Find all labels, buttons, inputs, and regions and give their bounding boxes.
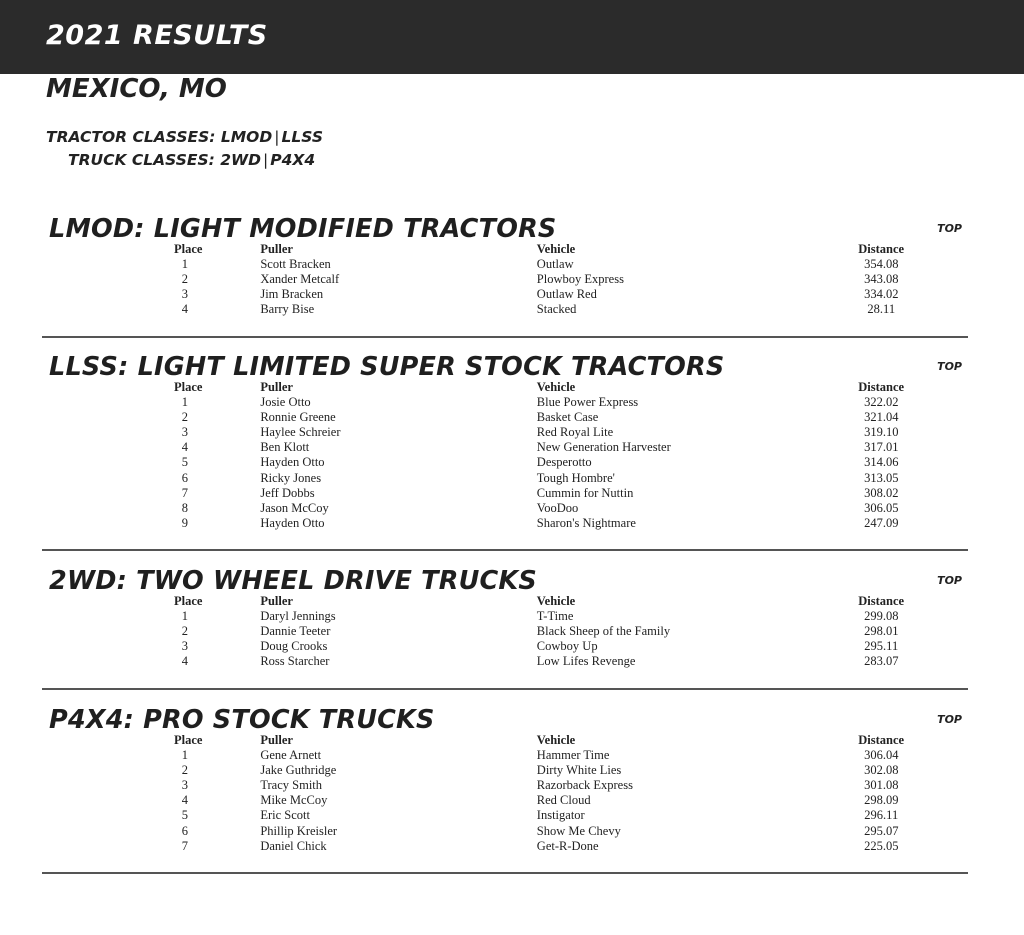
puller-cell: Josie Otto: [260, 395, 311, 410]
place-cell: [42, 272, 260, 287]
distance-value: 301.08: [864, 778, 899, 793]
results-table: [42, 380, 968, 531]
place-cell: [42, 824, 260, 839]
distance-cell: [858, 839, 968, 854]
puller-cell: Xander Metcalf: [260, 272, 340, 287]
distance-cell: [858, 654, 968, 669]
vehicle-cell: Cummin for Nuttin: [536, 485, 634, 500]
place-cell: [42, 257, 260, 272]
vehicle-cell: Get-R-Done: [536, 838, 599, 853]
place-cell: [42, 501, 260, 516]
place-value: 3: [181, 639, 188, 654]
place-value: 7: [181, 838, 188, 853]
table-row: [42, 624, 968, 639]
place-cell: [42, 287, 260, 302]
distance-cell: [858, 793, 968, 808]
class-separator: |: [263, 151, 269, 169]
place-cell: [42, 471, 260, 486]
table-row: [42, 302, 968, 317]
place-value: 8: [181, 500, 188, 515]
table-row: [42, 272, 968, 287]
vehicle-cell: VooDoo: [536, 500, 579, 515]
place-cell: [42, 395, 260, 410]
puller-cell: Daryl Jennings: [260, 609, 336, 624]
vehicle-cell: Red Cloud: [536, 793, 591, 808]
tractor-classes-line: [46, 128, 323, 146]
vehicle-cell: Red Royal Lite: [536, 425, 614, 440]
section-title: LMOD: LIGHT MODIFIED TRACTORS: [49, 214, 557, 244]
distance-cell: [858, 410, 968, 425]
table-row: [42, 425, 968, 440]
distance-value: 319.10: [864, 425, 899, 440]
place-cell: [42, 455, 260, 470]
puller-cell: Tracy Smith: [260, 778, 323, 793]
distance-cell: [858, 778, 968, 793]
distance-value: 295.11: [864, 639, 899, 654]
place-value: 9: [181, 515, 188, 530]
place-cell: [42, 486, 260, 501]
puller-cell: Mike McCoy: [260, 793, 328, 808]
distance-cell: [858, 824, 968, 839]
place-value: 3: [181, 287, 188, 302]
puller-cell: Ross Starcher: [260, 654, 330, 669]
table-row: [42, 778, 968, 793]
place-cell: [42, 516, 260, 531]
place-value: 1: [181, 257, 188, 272]
vehicle-cell: Cowboy Up: [536, 639, 598, 654]
vehicle-cell: Outlaw: [536, 257, 574, 272]
distance-value: 314.06: [864, 455, 899, 470]
place-value: 5: [181, 455, 188, 470]
table-row: [42, 257, 968, 272]
table-row: [42, 793, 968, 808]
table-row: [42, 824, 968, 839]
puller-cell: Haylee Schreier: [260, 425, 341, 440]
vehicle-cell: Basket Case: [536, 410, 599, 425]
place-value: 6: [181, 823, 188, 838]
distance-value: 296.11: [864, 808, 899, 823]
table-row: [42, 486, 968, 501]
table-row: [42, 501, 968, 516]
section-title: 2WD: TWO WHEEL DRIVE TRUCKS: [49, 566, 537, 596]
place-value: 2: [181, 624, 188, 639]
puller-cell: Jake Guthridge: [260, 763, 337, 778]
puller-cell: Hayden Otto: [260, 515, 325, 530]
place-value: 4: [181, 793, 188, 808]
section-divider: [42, 688, 968, 690]
place-value: 4: [181, 302, 188, 317]
results-table: [42, 594, 968, 669]
vehicle-cell: Tough Hombre': [536, 470, 615, 485]
puller-column-header: Puller: [260, 380, 293, 394]
place-cell: [42, 440, 260, 455]
distance-cell: [858, 455, 968, 470]
vehicle-cell: Black Sheep of the Family: [536, 624, 671, 639]
vehicle-column-header: Vehicle: [536, 380, 576, 394]
distance-value: 295.07: [864, 823, 899, 838]
distance-value: 317.01: [864, 440, 899, 455]
place-cell: [42, 639, 260, 654]
event-location: MEXICO, MO: [46, 74, 227, 104]
place-cell: [42, 654, 260, 669]
vehicle-cell: Blue Power Express: [536, 395, 639, 410]
distance-column-header: Distance: [858, 380, 905, 394]
place-value: 1: [181, 748, 188, 763]
table-row: [42, 654, 968, 669]
distance-cell: [858, 257, 968, 272]
distance-cell: [858, 763, 968, 778]
place-cell: [42, 839, 260, 854]
puller-cell: Ben Klott: [260, 440, 310, 455]
place-value: 4: [181, 654, 188, 669]
table-header-row: [42, 594, 968, 609]
results-table: [42, 733, 968, 854]
vehicle-cell: Plowboy Express: [536, 272, 624, 287]
place-cell: [42, 410, 260, 425]
distance-cell: [858, 609, 968, 624]
vehicle-cell: Sharon's Nightmare: [536, 515, 636, 530]
distance-cell: [858, 808, 968, 823]
table-header-row: [42, 242, 968, 257]
distance-value: 225.05: [864, 838, 899, 853]
distance-value: 313.05: [864, 470, 899, 485]
vehicle-cell: Show Me Chevy: [536, 823, 621, 838]
distance-cell: [858, 624, 968, 639]
distance-column-header: Distance: [858, 594, 905, 608]
vehicle-cell: New Generation Harvester: [536, 440, 671, 455]
distance-value: 306.05: [864, 500, 899, 515]
puller-cell: Dannie Teeter: [260, 624, 331, 639]
place-value: 1: [181, 609, 188, 624]
place-value: 3: [181, 778, 188, 793]
distance-value: 298.01: [864, 624, 899, 639]
table-row: [42, 808, 968, 823]
place-cell: [42, 302, 260, 317]
place-column-header: Place: [174, 380, 203, 394]
vehicle-column-header: Vehicle: [536, 594, 576, 608]
section-title: P4X4: PRO STOCK TRUCKS: [49, 705, 435, 735]
table-row: [42, 455, 968, 470]
distance-value: 343.08: [864, 272, 899, 287]
truck-classes-label: TRUCK CLASSES:: [68, 151, 215, 169]
distance-value: 299.08: [864, 609, 899, 624]
puller-cell: Gene Arnett: [260, 748, 322, 763]
place-cell: [42, 763, 260, 778]
vehicle-cell: Desperotto: [536, 455, 592, 470]
header-bar: [0, 0, 1024, 74]
table-row: [42, 471, 968, 486]
distance-cell: [858, 395, 968, 410]
place-value: 1: [181, 395, 188, 410]
vehicle-cell: Razorback Express: [536, 778, 633, 793]
table-row: [42, 410, 968, 425]
distance-cell: [858, 748, 968, 763]
distance-value: 247.09: [864, 515, 899, 530]
vehicle-cell: T-Time: [536, 609, 574, 624]
top-link[interactable]: TOP: [937, 574, 962, 587]
place-column-header: Place: [174, 733, 203, 747]
distance-value: 308.02: [864, 485, 899, 500]
place-value: 2: [181, 763, 188, 778]
table-row: [42, 639, 968, 654]
distance-cell: [858, 471, 968, 486]
section-divider: [42, 872, 968, 874]
vehicle-cell: Outlaw Red: [536, 287, 597, 302]
place-column-header: Place: [174, 242, 203, 256]
class-separator: |: [274, 128, 280, 146]
table-row: [42, 287, 968, 302]
place-value: 5: [181, 808, 188, 823]
distance-cell: [858, 501, 968, 516]
puller-cell: Eric Scott: [260, 808, 310, 823]
distance-value: 306.04: [864, 748, 899, 763]
table-header-row: [42, 733, 968, 748]
distance-cell: [858, 302, 968, 317]
table-header-row: [42, 380, 968, 395]
top-link[interactable]: TOP: [937, 360, 962, 373]
vehicle-cell: Stacked: [536, 302, 577, 317]
puller-cell: Jeff Dobbs: [260, 485, 315, 500]
distance-value: 298.09: [864, 793, 899, 808]
place-value: 3: [181, 425, 188, 440]
table-row: [42, 516, 968, 531]
puller-column-header: Puller: [260, 594, 293, 608]
puller-cell: Jason McCoy: [260, 500, 329, 515]
tractor-classes-label: TRACTOR CLASSES:: [46, 128, 216, 146]
distance-cell: [858, 287, 968, 302]
table-row: [42, 763, 968, 778]
puller-cell: Barry Bise: [260, 302, 315, 317]
distance-cell: [858, 516, 968, 531]
place-value: 2: [181, 272, 188, 287]
distance-value: 28.11: [867, 302, 896, 317]
vehicle-cell: Low Lifes Revenge: [536, 654, 636, 669]
distance-cell: [858, 639, 968, 654]
top-link[interactable]: TOP: [937, 222, 962, 235]
distance-value: 283.07: [864, 654, 899, 669]
distance-cell: [858, 486, 968, 501]
distance-cell: [858, 440, 968, 455]
puller-column-header: Puller: [260, 242, 293, 256]
section-divider: [42, 549, 968, 551]
table-row: [42, 440, 968, 455]
place-value: 7: [181, 485, 188, 500]
class-link-lmod[interactable]: LMOD: [220, 128, 273, 146]
place-cell: [42, 793, 260, 808]
place-value: 2: [181, 410, 188, 425]
distance-value: 302.08: [864, 763, 899, 778]
distance-cell: [858, 272, 968, 287]
puller-cell: Hayden Otto: [260, 455, 325, 470]
results-table: [42, 242, 968, 317]
puller-cell: Jim Bracken: [260, 287, 324, 302]
vehicle-column-header: Vehicle: [536, 242, 576, 256]
place-value: 6: [181, 470, 188, 485]
distance-value: 321.04: [864, 410, 899, 425]
table-row: [42, 395, 968, 410]
vehicle-column-header: Vehicle: [536, 733, 576, 747]
distance-column-header: Distance: [858, 242, 905, 256]
table-row: [42, 839, 968, 854]
place-cell: [42, 748, 260, 763]
page-title: 2021 RESULTS: [46, 20, 268, 51]
puller-cell: Daniel Chick: [260, 838, 327, 853]
place-column-header: Place: [174, 594, 203, 608]
table-row: [42, 609, 968, 624]
distance-cell: [858, 425, 968, 440]
place-cell: [42, 778, 260, 793]
section-title: LLSS: LIGHT LIMITED SUPER STOCK TRACTORS: [49, 352, 725, 382]
puller-cell: Scott Bracken: [260, 257, 331, 272]
vehicle-cell: Instigator: [536, 808, 585, 823]
place-cell: [42, 624, 260, 639]
distance-value: 354.08: [864, 257, 899, 272]
place-cell: [42, 609, 260, 624]
vehicle-cell: Dirty White Lies: [536, 763, 622, 778]
table-row: [42, 748, 968, 763]
place-cell: [42, 425, 260, 440]
truck-classes-line: [68, 151, 315, 169]
section-divider: [42, 336, 968, 338]
puller-cell: Doug Crooks: [260, 639, 328, 654]
puller-column-header: Puller: [260, 733, 293, 747]
class-link-p4x4[interactable]: P4X4: [270, 151, 316, 169]
puller-cell: Ronnie Greene: [260, 410, 336, 425]
class-link-2wd[interactable]: 2WD: [220, 151, 262, 169]
puller-cell: Ricky Jones: [260, 470, 322, 485]
place-cell: [42, 808, 260, 823]
distance-value: 322.02: [864, 395, 899, 410]
place-value: 4: [181, 440, 188, 455]
distance-column-header: Distance: [858, 733, 905, 747]
class-link-llss[interactable]: LLSS: [281, 128, 323, 146]
distance-value: 334.02: [864, 287, 899, 302]
top-link[interactable]: TOP: [937, 713, 962, 726]
vehicle-cell: Hammer Time: [536, 748, 610, 763]
puller-cell: Phillip Kreisler: [260, 823, 338, 838]
